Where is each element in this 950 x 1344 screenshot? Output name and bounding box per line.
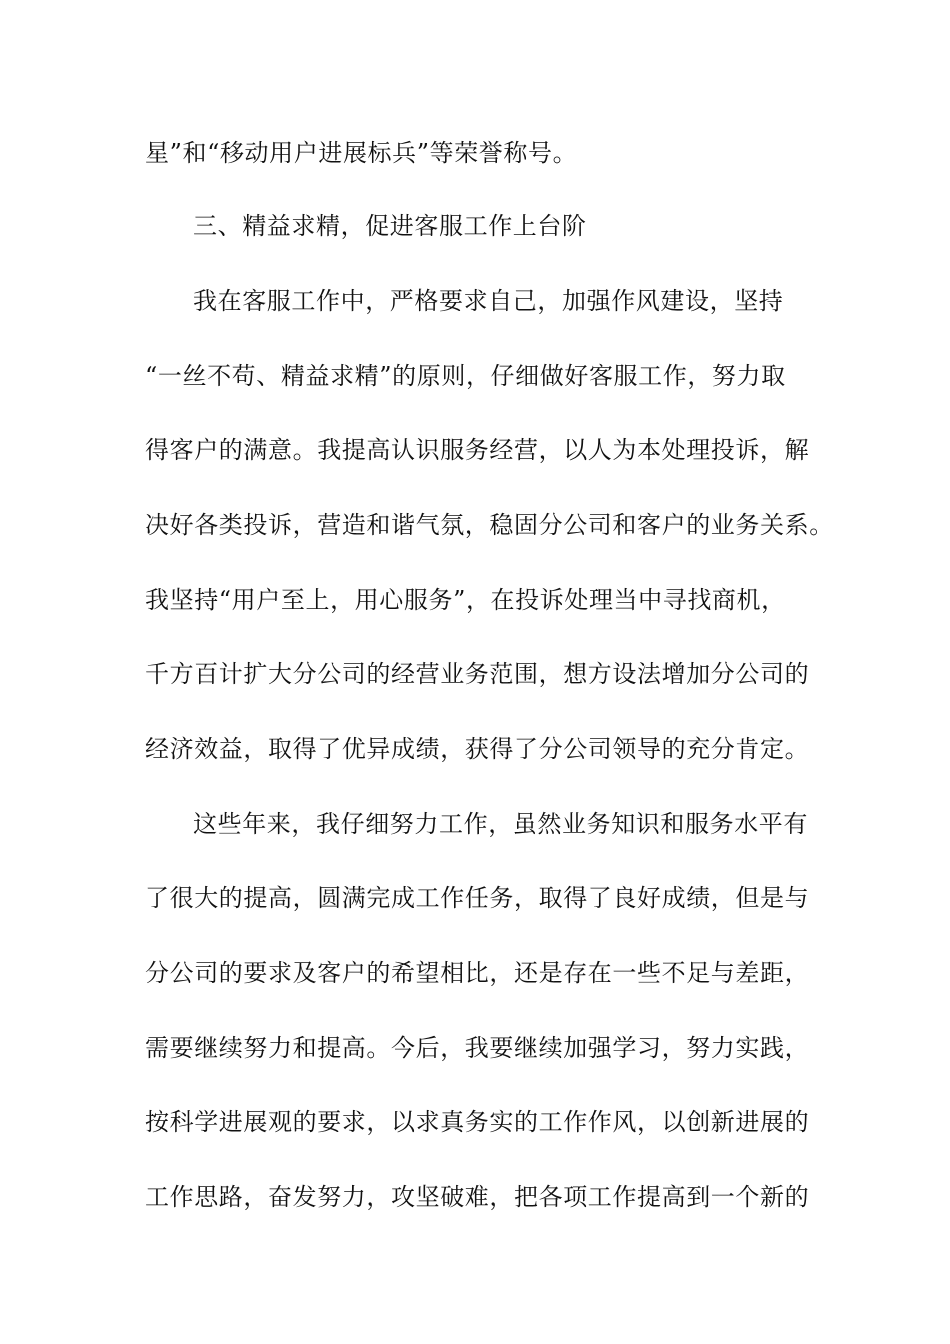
- text-line: “一丝不苟、精益求精”的原则，仔细做好客服工作，努力取: [145, 362, 786, 390]
- text-line: 工作思路，奋发努力，攻坚破难，把各项工作提高到一个新的: [145, 1183, 810, 1211]
- text-line: 了很大的提高，圆满完成工作任务，取得了良好成绩，但是与: [145, 884, 810, 912]
- text-line: 需要继续努力和提高。今后，我要继续加强学习，努力实践，: [145, 1034, 810, 1062]
- text-line: 我在客服工作中，严格要求自己，加强作风建设，坚持: [193, 287, 784, 315]
- text-line: 星”和“移动用户进展标兵”等荣誉称号。: [145, 139, 578, 167]
- text-line: 千方百计扩大分公司的经营业务范围，想方设法增加分公司的: [145, 660, 810, 688]
- text-line: 分公司的要求及客户的希望相比，还是存在一些不足与差距，: [145, 959, 810, 987]
- text-line: 决好各类投诉，营造和谐气氛，稳固分公司和客户的业务关系。: [145, 511, 834, 539]
- text-line: 按科学进展观的要求，以求真务实的工作作风，以创新进展的: [145, 1108, 810, 1136]
- text-line: 经济效益，取得了优异成绩，获得了分公司领导的充分肯定。: [145, 735, 810, 763]
- text-line: 得客户的满意。我提高认识服务经营，以人为本处理投诉，解: [145, 436, 810, 464]
- text-line: 这些年来，我仔细努力工作，虽然业务知识和服务水平有: [193, 810, 808, 838]
- section-heading: 三、精益求精，促进客服工作上台阶: [193, 212, 587, 240]
- text-line: 我坚持“用户至上，用心服务”，在投诉处理当中寻找商机，: [145, 586, 786, 614]
